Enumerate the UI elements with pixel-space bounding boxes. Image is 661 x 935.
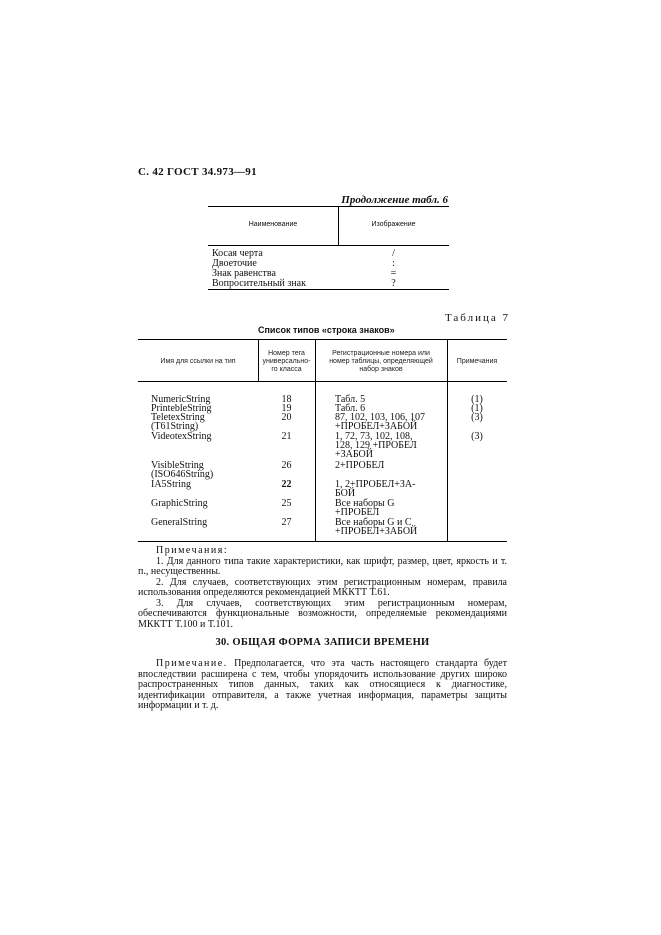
table6-col-image: Изображение <box>371 221 416 228</box>
table7-cell-number: 22 <box>281 479 292 490</box>
table7-cell-name: PrintebleString <box>151 403 212 414</box>
table7-cell-name: GraphicString <box>151 498 208 509</box>
notes-block <box>138 546 507 630</box>
note-item: 2. Для случаев, соответствующих этим регистрационным номерам, правила использования определяются рекомендацией МККТТ Т.61. <box>138 576 507 598</box>
table6-row-symbol: / <box>392 248 395 259</box>
table7-cell-name: (ISO646String) <box>151 469 214 480</box>
table6-row-name: Косая черта <box>212 248 263 259</box>
table7-header-rule <box>138 381 507 382</box>
table7-cell-reg: 1, 2+ПРОБЕЛ+ЗА- <box>335 479 416 490</box>
table7-cell-name: NumericString <box>151 394 211 405</box>
table6-row-symbol: = <box>390 268 397 279</box>
table7-cell-reg: +ПРОБЕЛ <box>335 507 380 518</box>
table7-cell-number: 19 <box>281 403 292 414</box>
table7-header-reg: Регистрационные номера или номер таблицы, определяющей набор знаков <box>329 350 433 373</box>
table7-cell-reg: +ЗАБОЙ <box>335 449 373 460</box>
note-item: 1. Для данного типа такие характеристики, как шрифт, размер, цвет, яркость и т. п., несущественны. <box>138 555 507 577</box>
table7-cell-note: (3) <box>471 431 483 442</box>
table7-cell-note: (1) <box>471 394 483 405</box>
table7-cell-name: GeneralString <box>151 517 208 528</box>
table6-continuation: Продолжение табл. 6 <box>341 194 448 206</box>
table7-header-notes: Примечания <box>456 358 498 365</box>
table7-cell-reg: Табл. 5 <box>335 394 366 405</box>
table7-cell-reg: +ПРОБЕЛ+ЗАБОЙ <box>335 421 418 432</box>
table7-cell-reg: 128, 129 +ПРОБЕЛ <box>335 440 417 451</box>
table7-title: Список типов «строка знаков» <box>258 325 395 335</box>
table7-cell-name: (T61String) <box>151 421 199 432</box>
table6-row-name: Знак равенства <box>212 268 276 279</box>
table7-cell-reg: 87, 102, 103, 106, 107 <box>335 412 425 423</box>
table7-cell-note: (1) <box>471 403 483 414</box>
table7-cell-number: 20 <box>281 412 292 423</box>
table7-cell-number: 18 <box>281 394 292 405</box>
table7-cell-reg: БОЙ <box>335 488 356 499</box>
table6-row-name: Двоеточие <box>212 258 257 269</box>
table7-cell-reg: 2+ПРОБЕЛ <box>335 460 385 471</box>
table6-row-name: Вопросительный знак <box>212 278 306 289</box>
table7-cell-name: VisibleString <box>151 460 204 471</box>
table7-cell-name: IA5String <box>151 479 191 490</box>
table7-cell-reg: +ПРОБЕЛ+ЗАБОЙ <box>335 526 418 537</box>
notes-heading: Примечания: <box>156 545 229 556</box>
table7-cell-number: 26 <box>281 460 292 471</box>
table7-cell-note: (3) <box>471 412 483 423</box>
table6-header-rule <box>208 245 449 246</box>
table7-cell-name: TeletexString <box>151 412 205 423</box>
section-title: 30. ОБЩАЯ ФОРМА ЗАПИСИ ВРЕМЕНИ <box>215 637 430 648</box>
table7-cell-number: 25 <box>281 498 292 509</box>
page-header: С. 42 ГОСТ 34.973—91 <box>138 166 257 178</box>
table7-cell-number: 21 <box>281 431 292 442</box>
table7-cell-number: 27 <box>281 517 292 528</box>
table7-cell-name: VideotexString <box>151 431 212 442</box>
section-note <box>138 659 507 712</box>
table6-col-name: Наименование <box>248 221 298 228</box>
section-note-label: Примечание. <box>156 658 228 669</box>
table7 <box>138 339 507 542</box>
table7-cell-reg: Все наборы G и C <box>335 517 412 528</box>
note-item: 3. Для случаев, соответствующих этим регистрационным номерам, обеспечиваются функциональные возможности, определяемые рекомендациями МККТТ Т.100 и Т.101. <box>138 597 507 630</box>
table7-header-number: Номер тега универсально- го класса <box>262 350 311 373</box>
section-note-text: Предполагается, что эта часть настоящего стандарта будет впоследствии расширена с тем, чтобы упорядочить использование других широко распространенных типов данных, таких как относящиеся к диагностике, идентификации отправителя, а также учетная информация, параметры защиты информации и т. д. <box>138 658 507 711</box>
table6-row-symbol: ? <box>391 278 396 289</box>
table7-header-name: Имя для ссылки на тип <box>160 358 236 365</box>
table7-cell-reg: Все наборы G <box>335 498 395 509</box>
table6-row-symbol: : <box>392 258 395 269</box>
table6 <box>208 206 449 290</box>
table7-caption: Таблица 7 <box>444 312 510 324</box>
table7-cell-reg: 1, 72, 73, 102, 108, <box>335 431 413 442</box>
table7-cell-reg: Табл. 6 <box>335 403 366 414</box>
